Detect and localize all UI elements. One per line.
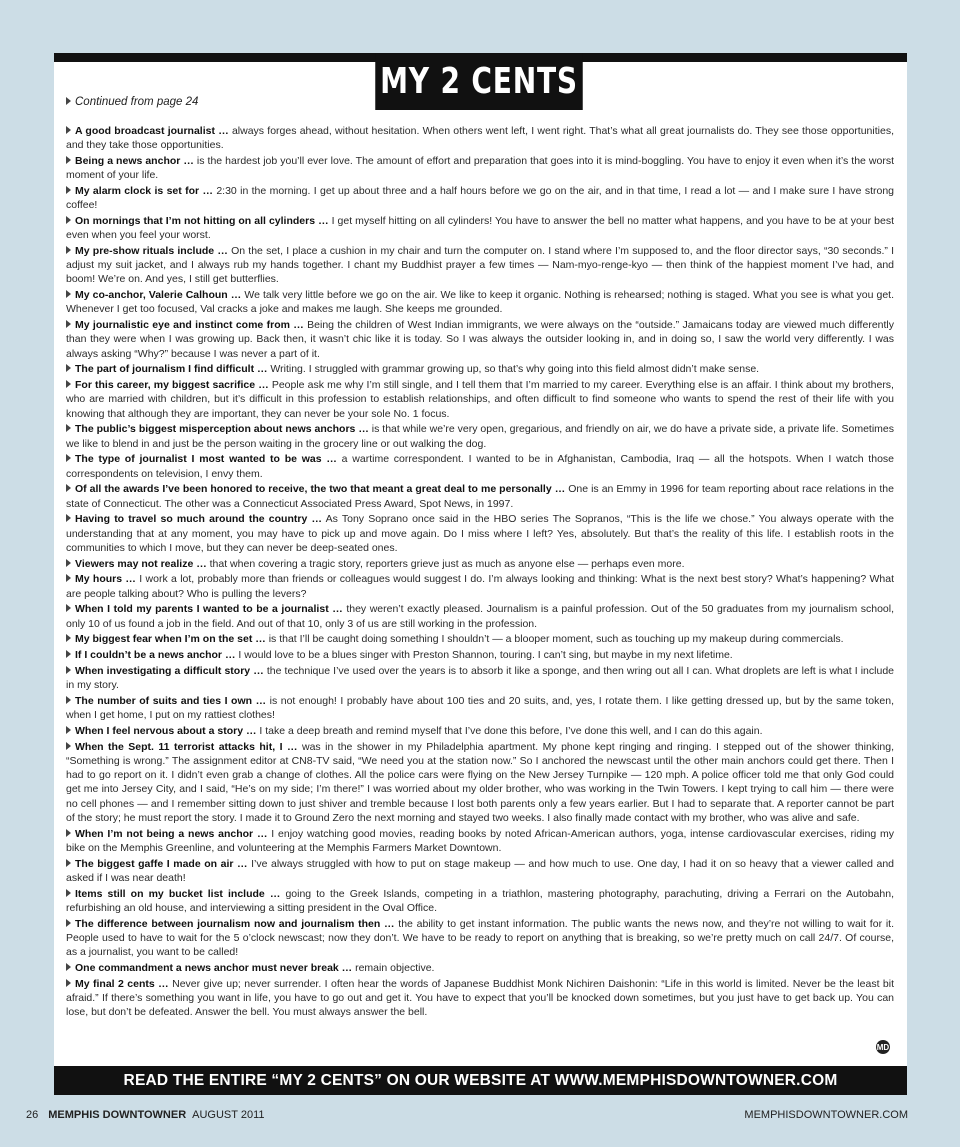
arrow-right-icon	[66, 156, 71, 164]
arrow-right-icon	[66, 290, 71, 298]
arrow-right-icon	[66, 829, 71, 837]
qa-body: the technique I’ve used over the years is to absorb it like a sponge, and then wring out all I can. What droplets are left is what I include in my story.	[66, 665, 894, 692]
qa-body: I would love to be a blues singer with Preston Shannon, touring. I can’t sing, but maybe in my next lifetime.	[238, 649, 733, 662]
qa-item	[66, 452, 894, 480]
arrow-right-icon	[66, 216, 71, 224]
arrow-right-icon	[66, 650, 71, 658]
qa-list	[66, 124, 894, 1021]
qa-body: We talk very little before we go on the air. We like to keep it organic. Nothing is rehearsed; nothing is staged. What you see is what you get. Whenever I get too focused, Val cracks a joke and makes me laugh. She keeps me grounded.	[66, 289, 894, 316]
qa-body: One is an Emmy in 1996 for team reporting about race relations in the state of Connecticut. The other was a Connecticut Associated Press Award, Spot News, in 1997.	[66, 483, 894, 510]
arrow-right-icon	[66, 364, 71, 372]
arrow-right-icon	[66, 574, 71, 582]
arrow-right-icon	[66, 186, 71, 194]
qa-item	[66, 632, 894, 646]
arrow-right-icon	[66, 454, 71, 462]
qa-body: Never give up; never surrender. I often hear the words of Japanese Buddhist Monk Nichiren Daishonin: “Life in this world is limited. Never be the least bit afraid.” If there’s something you want in life, you have to go out and get it. You have to expect that you’ll be knocked down sometimes, but you just have to get back up. You can lose, but don’t be defeated. Answer the bell. You must always answer the bell.	[66, 977, 895, 1019]
qa-body: 2:30 in the morning. I get up about three and a half hours before we go on the air, and in that time, I read a lot — and I make sure I have strong coffee!	[66, 185, 894, 212]
qa-body: a wartime correspondent. I wanted to be in Afghanistan, Cambodia, Iraq — all the hotspots. When I watch those correspondents on television, I envy them.	[66, 453, 894, 480]
qa-body: that when covering a tragic story, reporters grieve just as much as anyone else — perhaps even more.	[209, 557, 685, 570]
qa-lead: The difference between journalism now and journalism then …	[75, 917, 395, 930]
arrow-right-icon	[66, 634, 71, 642]
qa-item	[66, 648, 894, 662]
qa-lead: Viewers may not realize …	[75, 557, 207, 570]
arrow-right-icon	[66, 742, 71, 750]
arrow-right-icon	[66, 889, 71, 897]
qa-lead: On mornings that I’m not hitting on all cylinders …	[75, 215, 329, 227]
qa-item	[66, 961, 894, 975]
arrow-right-icon	[66, 380, 71, 388]
qa-lead: The public’s biggest misperception about news anchors …	[75, 423, 369, 436]
qa-body: I take a deep breath and remind myself that I’ve done this before, I’ve done this well, and I can do this again.	[259, 725, 763, 737]
qa-item	[66, 244, 894, 287]
qa-body: remain objective.	[355, 961, 435, 974]
qa-lead: When I told my parents I wanted to be a journalist …	[75, 603, 343, 616]
qa-item	[66, 422, 894, 450]
arrow-right-icon	[66, 126, 71, 134]
qa-lead: My hours …	[75, 573, 136, 586]
qa-item	[66, 724, 894, 738]
end-logo-icon: MD	[876, 1040, 890, 1054]
qa-item	[66, 154, 894, 182]
qa-item	[66, 318, 894, 361]
qa-item	[66, 857, 894, 885]
arrow-right-icon	[66, 726, 71, 734]
arrow-right-icon	[66, 484, 71, 492]
qa-body: Being the children of West Indian immigrants, we were always on the “outside.” Jamaicans today are viewed much differently than they were when I was growing up. Back then, it wasn’t chic like it is today. So I was always the outsider looking in, and in doing so, I saw the world very differently. I was always asking “Why?” because I was never a part of it.	[66, 319, 894, 360]
qa-body: is that I’ll be caught doing something I shouldn’t — a blooper moment, such as touching up my makeup during commercials.	[268, 633, 844, 646]
qa-lead: My biggest fear when I’m on the set …	[75, 633, 266, 646]
qa-lead: My co-anchor, Valerie Calhoun …	[75, 289, 242, 302]
qa-item	[66, 917, 894, 960]
qa-body: People ask me why I’m still single, and I tell them that I’m married to my career. Everything else is an affair. I think about my brothers, who are married with children, but it’s difficult in this profession to establish relationships, and often difficult to find someone who wants to spend the rest of their life with you knowing that although they are important, they can never be your sole No. 1 focus.	[66, 379, 894, 420]
continued-note	[66, 96, 198, 108]
arrow-right-icon	[66, 604, 71, 612]
qa-item	[66, 482, 894, 510]
arrow-right-icon	[66, 963, 71, 971]
qa-item	[66, 740, 894, 825]
qa-lead: My pre-show rituals include …	[75, 245, 228, 257]
qa-item	[66, 362, 894, 376]
qa-lead: Having to travel so much around the country …	[75, 513, 322, 526]
qa-body: was in the shower in my Philadelphia apartment. My phone kept ringing and ringing. I stepped out of the shower thinking, “Something is wrong.” The assignment editor at CN8-TV said, “We need you at the station now.” So I anchored the newscast until the other main anchors could get there. Then I had to go report on it. I didn’t even grab a change of clothes. All the police cars were flying on the New Jersey Turnpike — 120 mph. A police officer told me that only God could get me into Jersey City, and I said, “He’s on my side; I’m there!” I was worried about my older brother, who was working in the Twin Towers. I kept trying to call him — there were no cell phones — and I remember sitting down to just shiver and tremble because I lost both parents only a few years earlier. But I had to separate that. A reporter cannot be part of the story; he must report the story. I made it to Ground Zero the next morning and stayed two weeks. I also finally made contact with my brother, who was alive and safe.	[66, 740, 894, 824]
arrow-right-icon	[66, 424, 71, 432]
page-number: 26	[26, 1109, 39, 1121]
qa-body: Writing. I struggled with grammar growing up, so that’s why going into this field almost didn’t make sense.	[270, 363, 760, 376]
qa-item	[66, 557, 894, 571]
qa-lead: One commandment a news anchor must never break …	[75, 961, 353, 974]
qa-body: I get myself hitting on all cylinders! You have to answer the bell no matter what happens, and you have to be at your best even when you feel your worst.	[66, 215, 894, 242]
qa-body: On the set, I place a cushion in my chair and turn the computer on. I stand where I’m supposed to, and the floor director says, “30 seconds.” I adjust my suit jacket, and I always rub my hands together. I chant my Buddhist prayer a few times — Nam-myo-renge-kyo — then think of the happiest moment I’ve had, and boom! We’re on. And yes, I still get butterflies.	[66, 245, 894, 286]
qa-lead: When I’m not being a news anchor …	[75, 827, 268, 840]
qa-body: is not enough! I probably have about 100 ties and 20 suits, and, yes, I rotate them. I like getting dressed up, but by the same token, when I get home, I put on my rattiest clothes!	[66, 695, 894, 722]
qa-item	[66, 827, 894, 855]
qa-lead: My final 2 cents …	[75, 977, 169, 990]
qa-lead: The number of suits and ties I own …	[75, 695, 267, 707]
qa-lead: My journalistic eye and instinct come from …	[75, 319, 304, 332]
qa-item	[66, 512, 894, 555]
qa-lead: When investigating a difficult story …	[75, 665, 264, 677]
qa-item	[66, 124, 894, 152]
qa-item	[66, 288, 894, 316]
qa-lead: Of all the awards I’ve been honored to receive, the two that meant a great deal to me personally …	[75, 483, 566, 496]
qa-item	[66, 664, 894, 692]
qa-body: the ability to get instant information. The public wants the news now, and they’re not willing to wait for it. People used to have to wait for the 5 o’clock newscast; now they don’t. We have to be ready to report on anything that is breaking, so we’re pretty much on call 24/7. Of course, as a journalist, you want to be called!	[66, 917, 894, 959]
footer-left	[26, 1109, 265, 1121]
arrow-right-icon	[66, 514, 71, 522]
qa-body: going to the Greek Islands, competing in a triathlon, mastering photography, parachuting, driving a Ferrari on the Autobahn, refurbishing an old house, and interviewing a sitting president in the Oval Office.	[66, 887, 894, 914]
qa-item	[66, 572, 894, 600]
qa-item	[66, 887, 894, 915]
arrow-right-icon	[66, 559, 71, 567]
arrow-right-icon	[66, 979, 71, 987]
qa-body: is that while we’re very open, gregarious, and friendly on air, we do have a private side, a private life. Sometimes we like to blend in and just be the person waiting in the grocery line or out walking the dog.	[66, 423, 894, 450]
qa-lead: When I feel nervous about a story …	[75, 725, 257, 737]
arrow-right-icon	[66, 97, 71, 105]
qa-lead: The type of journalist I most wanted to be was …	[75, 453, 337, 466]
qa-item	[66, 184, 894, 212]
qa-body: is the hardest job you’ll ever love. The amount of effort and preparation that goes into it is mind-boggling. You have to enjoy it even when it’s the worst moment of your life.	[66, 155, 894, 182]
qa-lead: For this career, my biggest sacrifice …	[75, 379, 269, 392]
qa-lead: A good broadcast journalist …	[75, 125, 229, 137]
website-banner: READ THE ENTIRE “MY 2 CENTS” ON OUR WEBSITE AT WWW.MEMPHISDOWNTOWNER.COM	[54, 1066, 907, 1095]
issue-date: AUGUST 2011	[192, 1109, 265, 1121]
qa-lead: The part of journalism I find difficult …	[75, 363, 268, 376]
arrow-right-icon	[66, 696, 71, 704]
arrow-right-icon	[66, 859, 71, 867]
qa-body: As Tony Soprano once said in the HBO series The Sopranos, “This is the life we chose.” You always operate with the understanding that at any moment, you may have to pick up and move again. Do I miss where I left? Yes, absolutely. But that’s the reality of this life. I establish roots in the communities to which I move, but they can never be deep-seated ones.	[66, 513, 895, 554]
qa-body: I work a lot, probably more than friends or colleagues would suggest I do. I’m always looking and thinking: What is the next best story? What’s happening? What are people talking about? Who is pulling the levers?	[66, 573, 895, 600]
qa-item	[66, 214, 894, 242]
arrow-right-icon	[66, 919, 71, 927]
qa-lead: My alarm clock is set for …	[75, 185, 213, 197]
continued-text: Continued from page 24	[75, 96, 199, 108]
qa-item	[66, 602, 894, 630]
qa-item	[66, 694, 894, 722]
qa-item	[66, 977, 894, 1020]
qa-body: I’ve always struggled with how to put on stage makeup — and how much to use. One day, I had it on so heavy that a viewer called and asked if I was near death!	[66, 857, 894, 884]
footer-website: MEMPHISDOWNTOWNER.COM	[744, 1109, 908, 1121]
publication-name: MEMPHIS DOWNTOWNER	[48, 1109, 187, 1121]
qa-lead: When the Sept. 11 terrorist attacks hit, I …	[75, 740, 298, 753]
qa-lead: Being a news anchor …	[75, 155, 194, 167]
qa-body: always forges ahead, without hesitation. When others went left, I went right. That’s what all great journalists do. They see those opportunities, and they take those opportunities.	[66, 125, 894, 152]
qa-lead: Items still on my bucket list include …	[75, 887, 281, 900]
qa-body: I enjoy watching good movies, reading books by noted African-American authors, yoga, intense cardiovascular exercises, riding my bike on the Memphis Greenline, and volunteering at the Memphis Farmers Market Downtown.	[66, 827, 894, 854]
qa-lead: If I couldn’t be a news anchor …	[75, 649, 236, 662]
qa-body: they weren’t exactly pleased. Journalism is a painful profession. Out of the 50 graduates from my journalism school, only 10 of us found a job in the field. And out of that 10, only 3 of us are still working in the profession.	[66, 603, 895, 630]
qa-lead: The biggest gaffe I made on air …	[75, 857, 248, 870]
page-title: MY 2 CENTS	[375, 53, 582, 110]
qa-item	[66, 378, 894, 421]
arrow-right-icon	[66, 666, 71, 674]
arrow-right-icon	[66, 320, 71, 328]
arrow-right-icon	[66, 246, 71, 254]
